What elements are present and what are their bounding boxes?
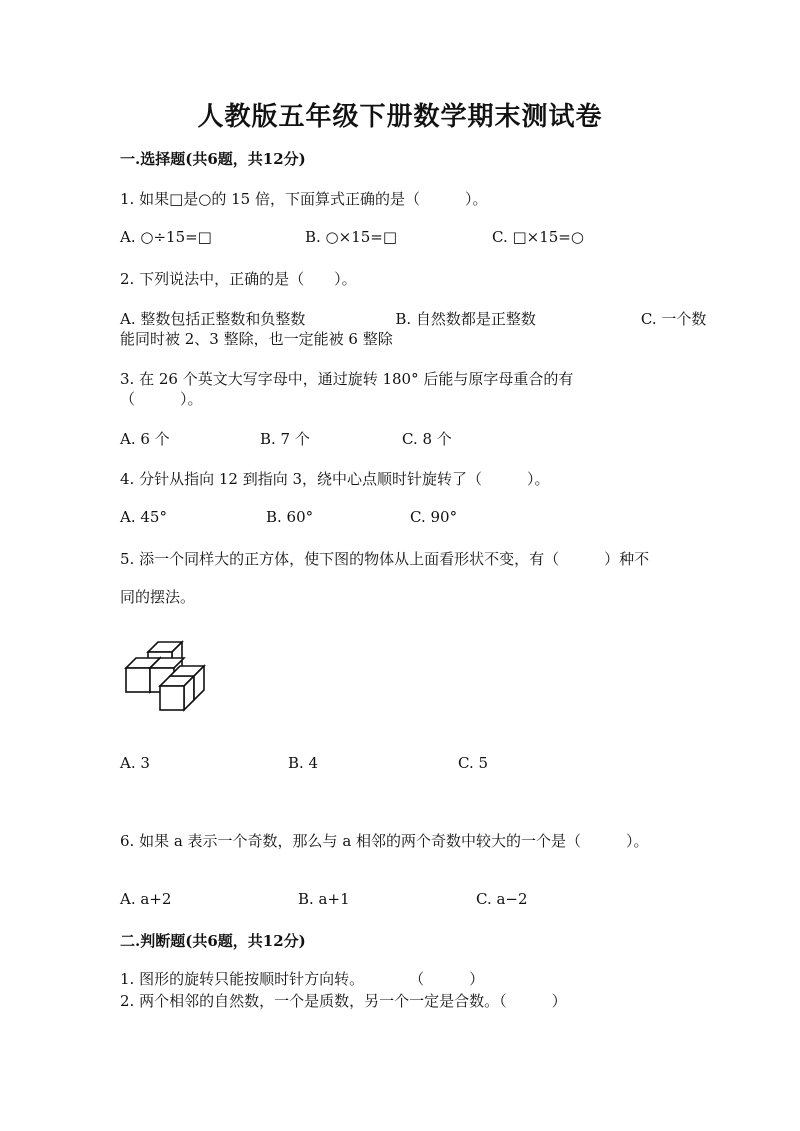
option-c: C. 5: [458, 754, 489, 772]
question-1-text: 1. 如果□是○的 15 倍，下面算式正确的是（ ）。: [120, 190, 488, 208]
option-c: C. a−2: [476, 890, 528, 908]
question-3-text-line-1: 3. 在 26 个英文大写字母中，通过旋转 180° 后能与原字母重合的有: [120, 370, 574, 388]
question-5-options: [120, 754, 680, 776]
option-c: C. □×15=○: [492, 228, 584, 246]
option-a: A. a+2: [120, 890, 172, 908]
question-2-options-line-2: 能同时被 2、3 整除，也一定能被 6 整除: [120, 330, 393, 348]
page-title: 人教版五年级下册数学期末测试卷: [197, 102, 603, 132]
option-a: A. 3: [120, 754, 150, 772]
question-4-options: [120, 508, 680, 530]
front-cube: [160, 676, 194, 710]
option-c: C. 90°: [410, 508, 458, 526]
judgement-question-2: 2. 两个相邻的自然数，一个是质数，另一个一定是合数。（ ）: [120, 992, 567, 1010]
option-a: A. 45°: [120, 508, 167, 526]
option-b: B. 4: [288, 754, 319, 772]
option-b: B. 60°: [266, 508, 314, 526]
question-1-options: [120, 228, 680, 250]
cube-stack-figure: [124, 640, 210, 714]
option-b: B. a+1: [298, 890, 350, 908]
question-3-text-line-2: （ ）。: [120, 390, 203, 408]
question-6-text: 6. 如果 a 表示一个奇数，那么与 a 相邻的两个奇数中较大的一个是（ ）。: [120, 832, 649, 850]
question-3-options: [120, 428, 680, 450]
section-heading-judgement: 二.判断题(共6题，共12分): [120, 932, 306, 950]
question-5-text-line-2: 同的摆法。: [120, 588, 196, 606]
section-heading-choice: 一.选择题(共6题，共12分): [120, 150, 306, 168]
question-6-options: [120, 890, 680, 912]
option-a: A. 6 个: [120, 430, 170, 448]
option-c: C. 8 个: [402, 430, 452, 448]
judgement-question-1: 1. 图形的旋转只能按顺时针方向转。 （ ）: [120, 970, 485, 988]
option-b: B. 7 个: [260, 430, 310, 448]
option-a: A. ○÷15=□: [120, 228, 212, 246]
question-5-text-line-1: 5. 添一个同样大的正方体，使下图的物体从上面看形状不变，有（ ）种不: [120, 550, 650, 568]
option-b: B. ○×15=□: [305, 228, 398, 246]
question-2-text: 2. 下列说法中，正确的是（ ）。: [120, 270, 357, 288]
question-4-text: 4. 分针从指向 12 到指向 3，绕中心点顺时针旋转了（ ）。: [120, 470, 550, 488]
question-2-options-line-1: A. 整数包括正整数和负整数 B. 自然数都是正整数 C. 一个数: [120, 310, 707, 328]
